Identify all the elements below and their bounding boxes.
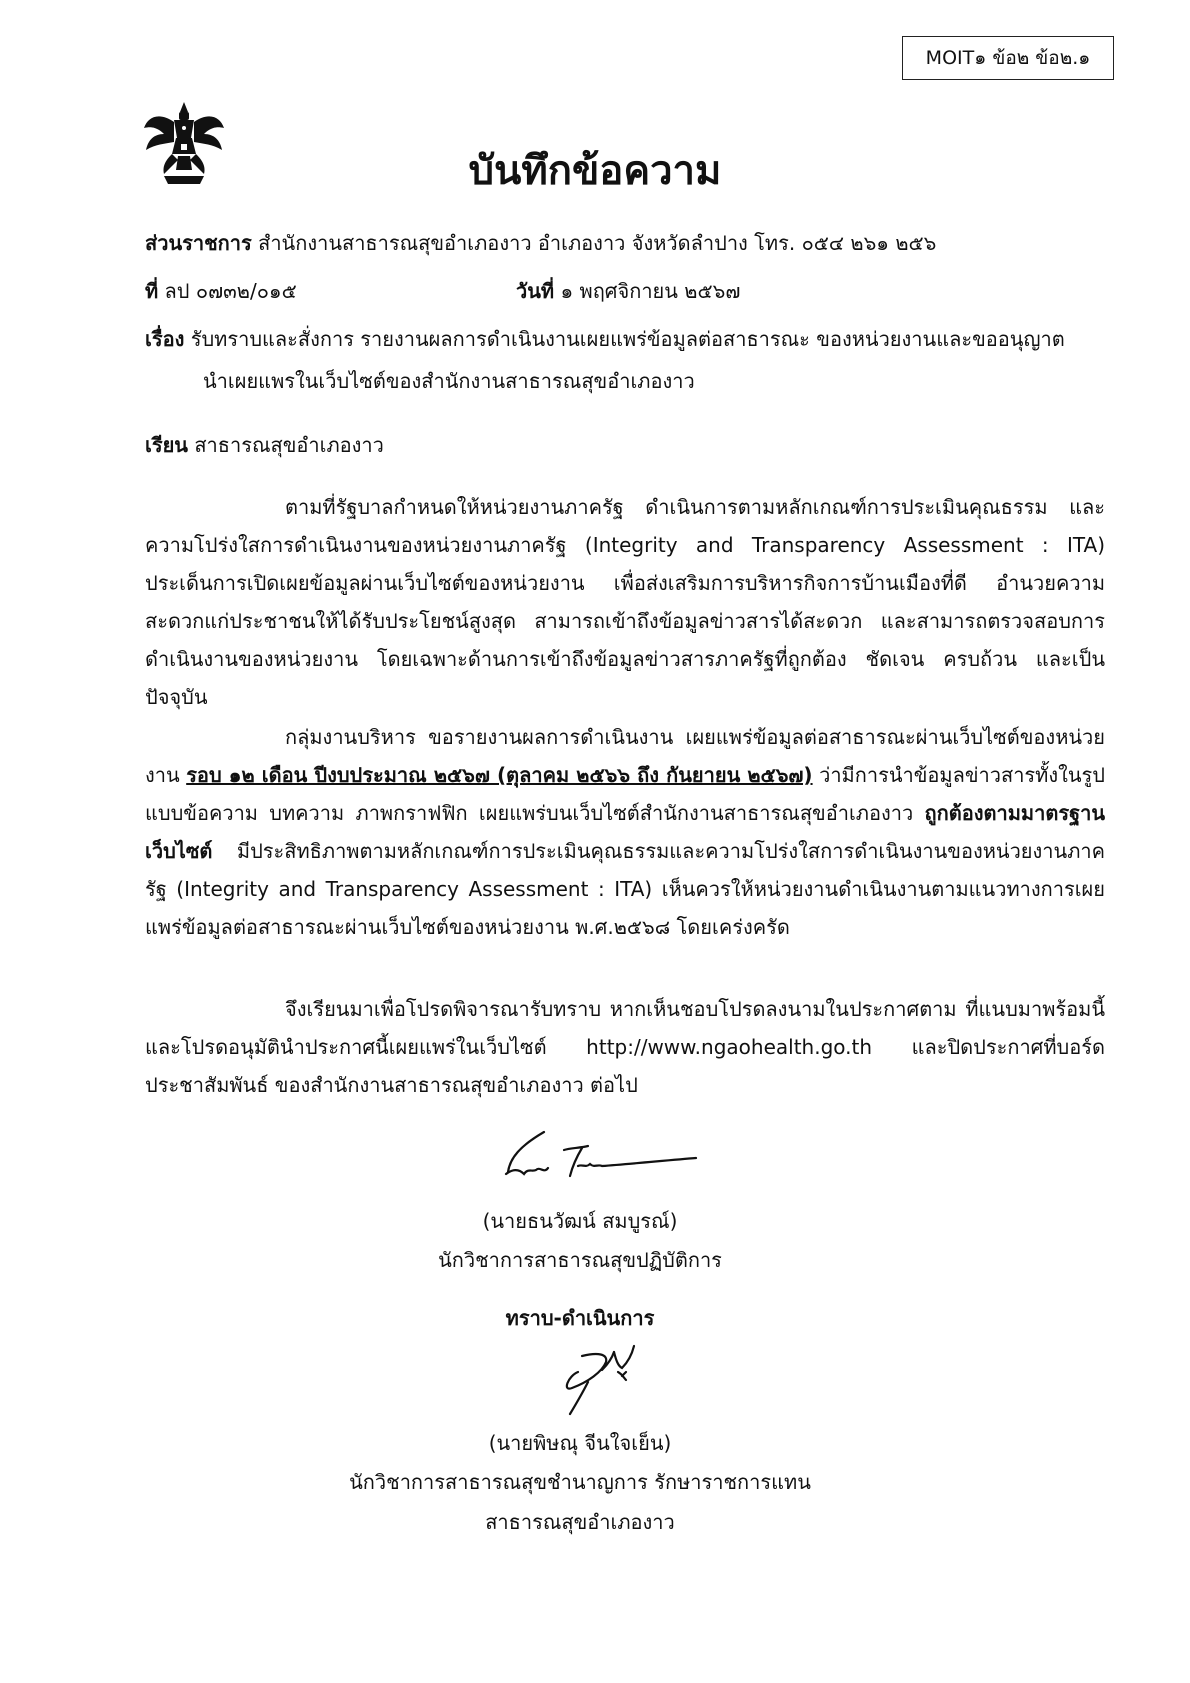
paragraph-1-text: ตามที่รัฐบาลกำหนดให้หน่วยงานภาครัฐ ดำเนินการตามหลักเกณฑ์การประเมินคุณธรรม และความโปร่งใสการดำเนินงานของหน่วยงานภาครัฐ (Integrity and Transparency Assessment : ITA) ประเด็นการเปิดเผยข้อมูลผ่านเว็บไซต์ของหน่วยงาน เพื่อส่งเสริมการบริหารกิจการบ้านเมืองที่ดี อำนวยความสะดวกแก่ประชาชนให้ได้รับประโยชน์สูงสุด สามารถเข้าถึงข้อมูลข่าวสารได้สะดวก และสามารถตรวจสอบการดำเนินงานของหน่วยงาน โดยเฉพาะด้านการเข้าถึงข้อมูลข่าวสารภาครัฐที่ถูกต้อง ชัดเจน ครบถ้วน และเป็นปัจจุบัน: [145, 495, 1105, 709]
doc-number-value: ลป ๐๗๓๒/๐๑๕: [164, 279, 297, 303]
paragraph-3-text: จึงเรียนมาเพื่อโปรดพิจารณารับทราบ หากเห็นชอบโปรดลงนามในประกาศตาม ที่แนบมาพร้อมนี้และโปรดอนุมัตินำประกาศนี้เผยแพร่ในเว็บไซต์ http://www.ngaohealth.go.th และปิดประกาศที่บอร์ดประชาสัมพันธ์ ของสำนักงานสาธารณสุขอำเภองาว ต่อไป: [145, 997, 1105, 1097]
to-label: เรียน: [145, 433, 188, 457]
date-label: วันที่: [516, 279, 555, 303]
agency-label: ส่วนราชการ: [145, 231, 252, 255]
document-title: บันทึกข้อความ: [468, 148, 722, 194]
paragraph-2-part-c: ว่ามีการนำข้อมูลข่าวสารทั้งในรูปแบบข้อความ บทความ ภาพกราฟฟิก เผยแพร่บนเว็บไซต์สำนักงานสาธารณสุขอำเภองาว: [145, 763, 1105, 825]
agency-line: [145, 228, 936, 258]
subject-text-1: รับทราบและสั่งการ รายงานผลการดำเนินงานเผยแพร่ข้อมูลต่อสาธารณะ ของหน่วยงานและขออนุญาต: [190, 327, 1065, 351]
signer-2-position-2: สาธารณสุขอำเภองาว: [485, 1510, 675, 1534]
agency-value: สำนักงานสาธารณสุขอำเภองาว อำเภองาว จังหวัดลำปาง โทร. ๐๕๔ ๒๖๑ ๒๕๖: [258, 231, 937, 255]
subject-line: [145, 324, 1065, 354]
approval-note: ทราบ-ดำเนินการ: [505, 1306, 655, 1330]
to-line: [145, 430, 384, 460]
to-value: สาธารณสุขอำเภองาว: [194, 433, 384, 457]
signer-1-position: นักวิชาการสาธารณสุขปฏิบัติการ: [438, 1248, 722, 1272]
body-paragraph-3: [145, 990, 1105, 1104]
date-line: [516, 276, 740, 306]
signature-1-image: [500, 1118, 700, 1182]
doc-number-label: ที่: [145, 279, 159, 303]
paragraph-2-part-a: กลุ่มงานบริหาร ขอรายงานผลการดำเนินงาน เผยแพร่ข้อมูลต่อสาธารณะผ่านเว็บไซต์ของหน่วยงาน: [145, 725, 1105, 787]
signer-1-name: (นายธนวัฒน์ สมบูรณ์): [482, 1209, 678, 1233]
subject-text-2: นำเผยแพรในเว็บไซต์ของสำนักงานสาธารณสุขอำเภองาว: [203, 369, 695, 393]
website-standard-emphasis: ถูกต้องตามมาตรฐานเว็บไซต์: [145, 801, 1105, 863]
signer-2-name: (นายพิษณุ จีนใจเย็น): [488, 1431, 672, 1455]
reference-code-box: MOIT๑ ข้อ๒ ข้อ๒.๑: [902, 36, 1114, 80]
subject-label: เรื่อง: [145, 327, 185, 351]
signature-2-image: [548, 1338, 658, 1418]
date-value: ๑ พฤศจิกายน ๒๕๖๗: [560, 279, 741, 303]
reporting-period: รอบ ๑๒ เดือน ปีงบประมาณ ๒๕๖๗ (ตุลาคม ๒๕๖๖ ถึง กันยายน ๒๕๖๗): [186, 763, 813, 787]
body-paragraph-2: [145, 718, 1105, 946]
paragraph-2-part-e: มีประสิทธิภาพตามหลักเกณฑ์การประเมินคุณธรรมและความโปร่งใสการดำเนินงานของหน่วยงานภาครัฐ (Integrity and Transparency Assessment : ITA) เห็นควรให้หน่วยงานดำเนินงานตามแนวทางการเผยแพร่ข้อมูลต่อสาธารณะผ่านเว็บไซต์ของหน่วยงาน พ.ศ.๒๕๖๘ โดยเคร่งครัด: [145, 839, 1105, 939]
doc-number-line: [145, 276, 297, 306]
body-paragraph-1: [145, 488, 1105, 716]
signer-2-position-1: นักวิชาการสาธารณสุขชำนาญการ รักษาราชการแทน: [349, 1470, 811, 1494]
